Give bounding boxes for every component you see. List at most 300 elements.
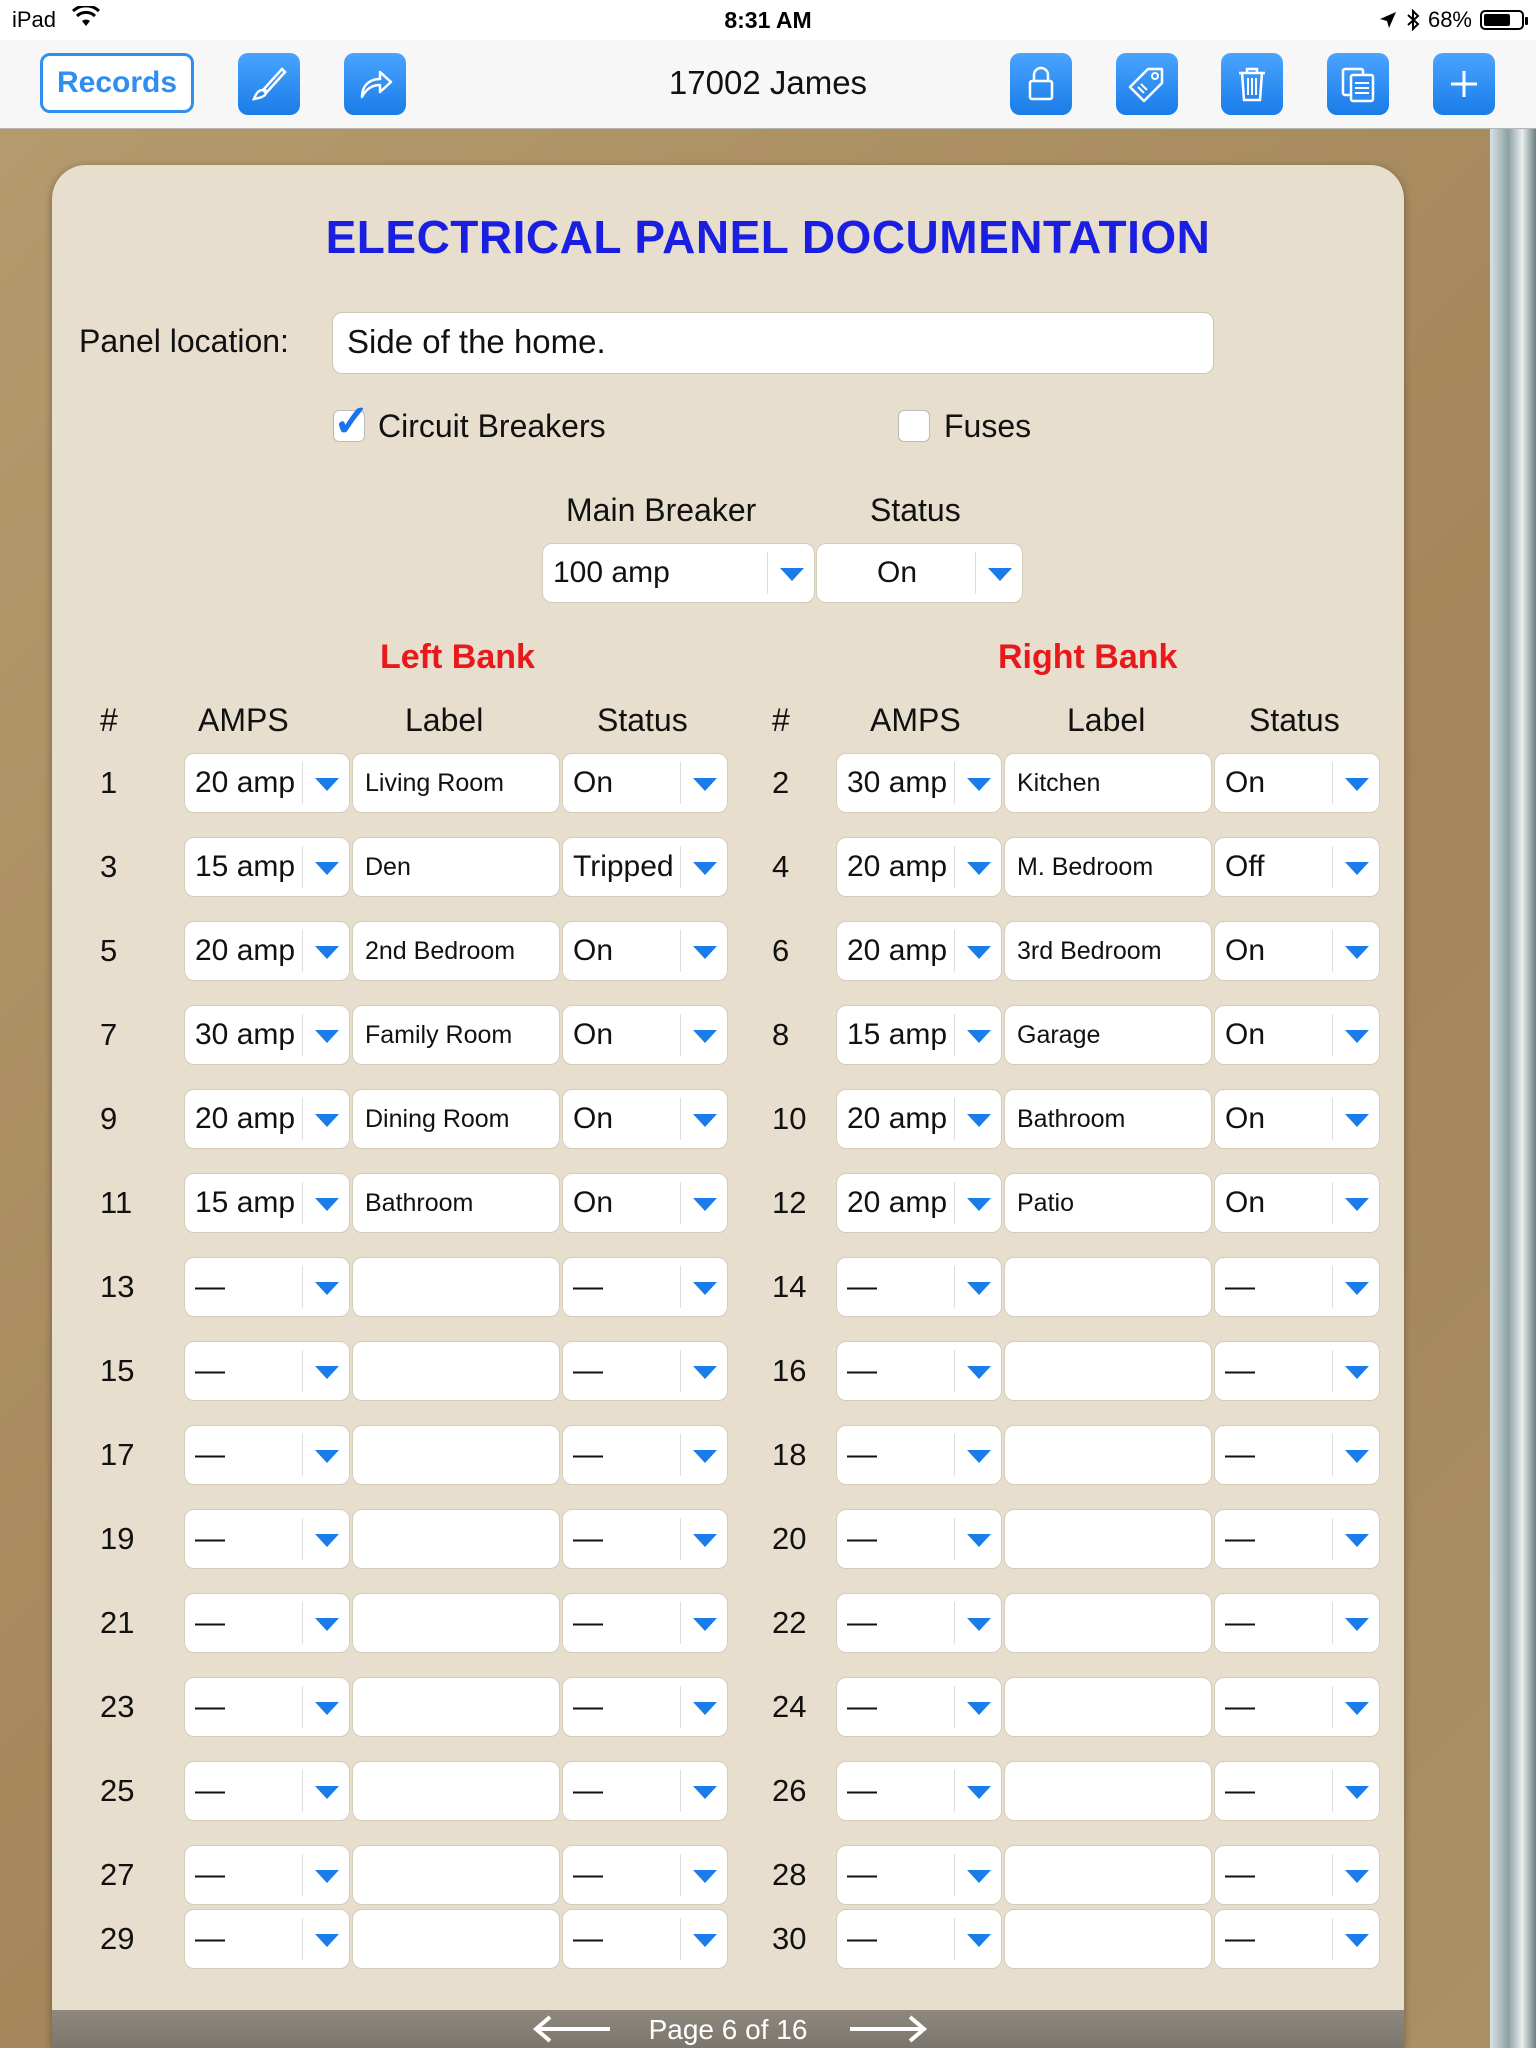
status-value: — bbox=[1225, 1774, 1255, 1807]
right-amps-select[interactable] bbox=[836, 1509, 1002, 1569]
right-amps-select[interactable] bbox=[836, 1909, 1002, 1969]
status-value: — bbox=[573, 1270, 603, 1303]
lock-icon bbox=[1020, 63, 1062, 105]
dropdown-arrow-icon bbox=[302, 1182, 349, 1224]
dropdown-arrow-icon bbox=[680, 1014, 727, 1056]
amps-value: — bbox=[195, 1354, 225, 1387]
label-value: Family Room bbox=[365, 1021, 513, 1049]
dropdown-arrow-icon bbox=[954, 1518, 1001, 1560]
dropdown-arrow-icon bbox=[302, 1518, 349, 1560]
dropdown-arrow-icon bbox=[680, 1350, 727, 1392]
dropdown-arrow-icon bbox=[954, 1602, 1001, 1644]
amps-value: 20 amp bbox=[847, 850, 948, 883]
circuit-breakers-label: Circuit Breakers bbox=[378, 408, 606, 444]
plus-icon bbox=[1443, 63, 1485, 105]
right-circuit-number: 12 bbox=[772, 1185, 807, 1220]
dropdown-arrow-icon bbox=[302, 1014, 349, 1056]
delete-button[interactable] bbox=[1221, 53, 1283, 115]
right-circuit-number: 14 bbox=[772, 1269, 807, 1304]
panel-location-label: Panel location: bbox=[79, 323, 289, 359]
dropdown-arrow-icon bbox=[1332, 1518, 1379, 1560]
left-label-input[interactable] bbox=[352, 1909, 560, 1969]
left-circuit-number: 25 bbox=[100, 1773, 135, 1808]
left-circuit-number: 3 bbox=[100, 849, 118, 884]
amps-value: 20 amp bbox=[847, 1102, 948, 1135]
dropdown-arrow-icon bbox=[954, 930, 1001, 972]
right-status-header: Status bbox=[1249, 702, 1340, 738]
dropdown-arrow-icon bbox=[302, 1686, 349, 1728]
left-status-select[interactable] bbox=[562, 1845, 728, 1905]
left-label-input[interactable] bbox=[352, 1425, 560, 1485]
dropdown-arrow-icon bbox=[302, 1098, 349, 1140]
dropdown-arrow-icon bbox=[680, 1266, 727, 1308]
dropdown-arrow-icon bbox=[302, 846, 349, 888]
left-label-input[interactable] bbox=[352, 1173, 560, 1233]
amps-value: — bbox=[195, 1438, 225, 1471]
left-amps-select[interactable] bbox=[184, 1425, 350, 1485]
dropdown-arrow-icon bbox=[302, 1918, 349, 1960]
right-status-select[interactable] bbox=[1214, 1425, 1380, 1485]
left-amps-select[interactable] bbox=[184, 1909, 350, 1969]
form-title: ELECTRICAL PANEL DOCUMENTATION bbox=[325, 211, 1211, 263]
dropdown-arrow-icon bbox=[680, 1602, 727, 1644]
dropdown-arrow-icon bbox=[680, 1182, 727, 1224]
dropdown-arrow-icon bbox=[680, 1098, 727, 1140]
label-value: 2nd Bedroom bbox=[365, 937, 516, 965]
right-amps-select[interactable] bbox=[836, 1761, 1002, 1821]
right-label-input[interactable] bbox=[1004, 921, 1212, 981]
left-label-input[interactable] bbox=[352, 1761, 560, 1821]
right-label-input[interactable] bbox=[1004, 1425, 1212, 1485]
status-value: — bbox=[1225, 1858, 1255, 1891]
right-bank-title: Right Bank bbox=[998, 638, 1178, 676]
status-value: — bbox=[1225, 1690, 1255, 1723]
left-num-header: # bbox=[100, 702, 118, 738]
amps-value: 20 amp bbox=[847, 934, 948, 967]
status-value: — bbox=[1225, 1606, 1255, 1639]
status-value: On bbox=[573, 1102, 614, 1135]
left-amps-select[interactable] bbox=[184, 1341, 350, 1401]
right-status-select[interactable] bbox=[1214, 1677, 1380, 1737]
right-amps-select[interactable] bbox=[836, 921, 1002, 981]
dropdown-arrow-icon bbox=[954, 1014, 1001, 1056]
dropdown-arrow-icon bbox=[954, 1770, 1001, 1812]
left-circuit-number: 27 bbox=[100, 1857, 135, 1892]
left-status-select[interactable] bbox=[562, 1909, 728, 1969]
dropdown-arrow-icon bbox=[767, 552, 814, 594]
amps-value: — bbox=[847, 1774, 877, 1807]
dropdown-arrow-icon bbox=[1332, 1602, 1379, 1644]
dropdown-arrow-icon bbox=[954, 1182, 1001, 1224]
label-value: Bathroom bbox=[365, 1189, 474, 1217]
right-status-select[interactable] bbox=[1214, 1909, 1380, 1969]
left-amps-select[interactable] bbox=[184, 1845, 350, 1905]
right-amps-select[interactable] bbox=[836, 1173, 1002, 1233]
dropdown-arrow-icon bbox=[954, 1098, 1001, 1140]
left-status-select[interactable] bbox=[562, 1509, 728, 1569]
right-amps-select[interactable] bbox=[836, 1257, 1002, 1317]
status-value: On bbox=[1225, 766, 1266, 799]
status-value: On bbox=[573, 1186, 614, 1219]
left-circuit-number: 11 bbox=[100, 1185, 133, 1220]
status-value: — bbox=[1225, 1922, 1255, 1955]
left-label-header: Label bbox=[405, 702, 484, 738]
dropdown-arrow-icon bbox=[954, 1266, 1001, 1308]
label-value: Living Room bbox=[365, 769, 504, 797]
left-label-input[interactable] bbox=[352, 921, 560, 981]
fuses-label: Fuses bbox=[944, 408, 1032, 444]
dropdown-arrow-icon bbox=[302, 1770, 349, 1812]
status-value: Off bbox=[1225, 850, 1265, 883]
status-value: — bbox=[573, 1774, 603, 1807]
dropdown-arrow-icon bbox=[1332, 1182, 1379, 1224]
left-label-input[interactable] bbox=[352, 1257, 560, 1317]
dropdown-arrow-icon bbox=[1332, 930, 1379, 972]
left-status-select[interactable] bbox=[562, 1089, 728, 1149]
right-circuit-number: 30 bbox=[772, 1921, 807, 1956]
right-label-input[interactable] bbox=[1004, 753, 1212, 813]
dropdown-arrow-icon bbox=[680, 762, 727, 804]
status-value: — bbox=[573, 1522, 603, 1555]
left-amps-select[interactable] bbox=[184, 1257, 350, 1317]
amps-value: — bbox=[195, 1922, 225, 1955]
left-circuit-number: 23 bbox=[100, 1689, 135, 1724]
right-status-select[interactable] bbox=[1214, 753, 1380, 813]
lock-button[interactable] bbox=[1010, 53, 1072, 115]
right-label-header: Label bbox=[1067, 702, 1146, 738]
dropdown-arrow-icon bbox=[680, 1770, 727, 1812]
right-status-select[interactable] bbox=[1214, 921, 1380, 981]
left-status-select[interactable] bbox=[562, 1677, 728, 1737]
left-status-select[interactable] bbox=[562, 1173, 728, 1233]
main-status-label: Status bbox=[870, 492, 961, 528]
page-footer bbox=[52, 2010, 1404, 2048]
right-label-input[interactable] bbox=[1004, 1761, 1212, 1821]
left-circuit-number: 9 bbox=[100, 1101, 118, 1136]
add-button[interactable] bbox=[1433, 53, 1495, 115]
left-amps-select[interactable] bbox=[184, 1761, 350, 1821]
right-amps-select[interactable] bbox=[836, 1425, 1002, 1485]
right-circuit-number: 20 bbox=[772, 1521, 807, 1556]
tag-button[interactable] bbox=[1116, 53, 1178, 115]
dropdown-arrow-icon bbox=[302, 1602, 349, 1644]
right-amps-select[interactable] bbox=[836, 837, 1002, 897]
status-value: — bbox=[573, 1606, 603, 1639]
amps-value: 30 amp bbox=[847, 766, 948, 799]
right-circuit-number: 2 bbox=[772, 765, 790, 800]
right-status-select[interactable] bbox=[1214, 837, 1380, 897]
label-value: M. Bedroom bbox=[1017, 853, 1154, 881]
right-status-select[interactable] bbox=[1214, 1341, 1380, 1401]
right-amps-select[interactable] bbox=[836, 1341, 1002, 1401]
right-status-select[interactable] bbox=[1214, 1173, 1380, 1233]
dropdown-arrow-icon bbox=[954, 846, 1001, 888]
left-amps-select[interactable] bbox=[184, 1593, 350, 1653]
dropdown-arrow-icon bbox=[1332, 1350, 1379, 1392]
right-label-input[interactable] bbox=[1004, 1909, 1212, 1969]
amps-value: — bbox=[847, 1522, 877, 1555]
right-circuit-number: 4 bbox=[772, 849, 790, 884]
background-photo-edge bbox=[1490, 129, 1536, 2048]
right-status-select[interactable] bbox=[1214, 1005, 1380, 1065]
dropdown-arrow-icon bbox=[1332, 762, 1379, 804]
left-circuit-number: 1 bbox=[100, 765, 118, 800]
main-status-select[interactable] bbox=[816, 543, 1023, 603]
status-bar bbox=[0, 0, 1536, 40]
dropdown-arrow-icon bbox=[975, 552, 1022, 594]
status-value: On bbox=[573, 766, 614, 799]
amps-value: 20 amp bbox=[847, 1186, 948, 1219]
status-value: On bbox=[1225, 1186, 1266, 1219]
amps-value: — bbox=[847, 1438, 877, 1471]
right-amps-select[interactable] bbox=[836, 1089, 1002, 1149]
amps-value: 20 amp bbox=[195, 1102, 296, 1135]
left-label-input[interactable] bbox=[352, 1509, 560, 1569]
dropdown-arrow-icon bbox=[680, 1854, 727, 1896]
dropdown-arrow-icon bbox=[302, 930, 349, 972]
next-page-arrow-icon[interactable] bbox=[848, 2012, 928, 2046]
right-amps-select[interactable] bbox=[836, 1005, 1002, 1065]
right-label-input[interactable] bbox=[1004, 1845, 1212, 1905]
dropdown-arrow-icon bbox=[302, 1434, 349, 1476]
status-value: On bbox=[573, 1018, 614, 1051]
copy-button[interactable] bbox=[1327, 53, 1389, 115]
records-button[interactable]: Records bbox=[40, 53, 194, 113]
right-circuit-number: 16 bbox=[772, 1353, 807, 1388]
dropdown-arrow-icon bbox=[954, 1854, 1001, 1896]
amps-value: 15 amp bbox=[195, 1186, 296, 1219]
left-bank-title: Left Bank bbox=[380, 638, 535, 676]
dropdown-arrow-icon bbox=[680, 1686, 727, 1728]
dropdown-arrow-icon bbox=[302, 762, 349, 804]
dropdown-arrow-icon bbox=[1332, 1098, 1379, 1140]
location-icon bbox=[1378, 10, 1398, 30]
amps-value: — bbox=[195, 1270, 225, 1303]
left-amps-select[interactable] bbox=[184, 1005, 350, 1065]
right-circuit-number: 26 bbox=[772, 1773, 807, 1808]
right-label-input[interactable] bbox=[1004, 1341, 1212, 1401]
left-status-select[interactable] bbox=[562, 1257, 728, 1317]
status-value: — bbox=[573, 1690, 603, 1723]
panel-location-input[interactable]: Side of the home. bbox=[332, 312, 1214, 374]
right-status-select[interactable] bbox=[1214, 1761, 1380, 1821]
label-value: 3rd Bedroom bbox=[1017, 937, 1162, 965]
dropdown-arrow-icon bbox=[680, 1518, 727, 1560]
record-title: 17002 James bbox=[668, 64, 868, 101]
right-status-select[interactable] bbox=[1214, 1593, 1380, 1653]
right-label-input[interactable] bbox=[1004, 1089, 1212, 1149]
left-status-select[interactable] bbox=[562, 921, 728, 981]
amps-value: — bbox=[195, 1774, 225, 1807]
left-label-input[interactable] bbox=[352, 1845, 560, 1905]
left-label-input[interactable] bbox=[352, 753, 560, 813]
clock: 8:31 AM bbox=[724, 7, 812, 33]
dropdown-arrow-icon bbox=[1332, 1014, 1379, 1056]
dropdown-arrow-icon bbox=[680, 1434, 727, 1476]
left-circuit-number: 13 bbox=[100, 1269, 135, 1304]
main-status-value: On bbox=[877, 556, 918, 589]
status-value: — bbox=[573, 1438, 603, 1471]
left-amps-select[interactable] bbox=[184, 1089, 350, 1149]
battery-icon bbox=[1480, 10, 1524, 30]
dropdown-arrow-icon bbox=[1332, 1918, 1379, 1960]
right-label-input[interactable] bbox=[1004, 1173, 1212, 1233]
status-value: On bbox=[1225, 934, 1266, 967]
right-amps-select[interactable] bbox=[836, 1593, 1002, 1653]
right-circuit-number: 6 bbox=[772, 933, 790, 968]
status-value: — bbox=[1225, 1522, 1255, 1555]
left-amps-select[interactable] bbox=[184, 837, 350, 897]
left-label-input[interactable] bbox=[352, 1677, 560, 1737]
status-value: — bbox=[573, 1354, 603, 1387]
right-label-input[interactable] bbox=[1004, 1677, 1212, 1737]
main-breaker-label: Main Breaker bbox=[566, 492, 757, 528]
right-amps-select[interactable] bbox=[836, 1845, 1002, 1905]
left-amps-select[interactable] bbox=[184, 753, 350, 813]
left-amps-header: AMPS bbox=[198, 702, 289, 738]
right-label-input[interactable] bbox=[1004, 1593, 1212, 1653]
amps-value: 15 amp bbox=[195, 850, 296, 883]
left-status-select[interactable] bbox=[562, 1593, 728, 1653]
amps-value: — bbox=[847, 1858, 877, 1891]
left-status-select[interactable] bbox=[562, 1005, 728, 1065]
right-amps-header: AMPS bbox=[870, 702, 961, 738]
left-status-select[interactable] bbox=[562, 1341, 728, 1401]
trash-icon bbox=[1231, 63, 1273, 105]
main-breaker-value: 100 amp bbox=[553, 556, 670, 589]
status-value: — bbox=[573, 1858, 603, 1891]
dropdown-arrow-icon bbox=[302, 1350, 349, 1392]
fuses-checkbox[interactable] bbox=[898, 410, 930, 442]
status-value: — bbox=[1225, 1438, 1255, 1471]
dropdown-arrow-icon bbox=[1332, 1266, 1379, 1308]
left-amps-select[interactable] bbox=[184, 1173, 350, 1233]
label-value: Den bbox=[365, 853, 411, 881]
left-label-input[interactable] bbox=[352, 1593, 560, 1653]
dropdown-arrow-icon bbox=[680, 1918, 727, 1960]
dropdown-arrow-icon bbox=[954, 1918, 1001, 1960]
right-circuit-number: 10 bbox=[772, 1101, 807, 1136]
copy-icon bbox=[1337, 63, 1379, 105]
status-value: On bbox=[573, 934, 614, 967]
amps-value: 30 amp bbox=[195, 1018, 296, 1051]
right-num-header: # bbox=[772, 702, 790, 738]
left-amps-select[interactable] bbox=[184, 1677, 350, 1737]
toolbar bbox=[0, 40, 1536, 129]
bluetooth-icon bbox=[1406, 9, 1420, 31]
right-circuit-number: 28 bbox=[772, 1857, 807, 1892]
checkmark-icon: ✓ bbox=[333, 397, 370, 446]
amps-value: — bbox=[195, 1858, 225, 1891]
status-value: — bbox=[573, 1922, 603, 1955]
amps-value: — bbox=[847, 1922, 877, 1955]
amps-value: — bbox=[195, 1606, 225, 1639]
status-value: Tripped bbox=[573, 850, 674, 883]
dropdown-arrow-icon bbox=[302, 1854, 349, 1896]
dropdown-arrow-icon bbox=[1332, 1434, 1379, 1476]
amps-value: — bbox=[847, 1354, 877, 1387]
left-circuit-number: 21 bbox=[100, 1605, 135, 1640]
left-status-select[interactable] bbox=[562, 1425, 728, 1485]
label-value: Dining Room bbox=[365, 1105, 510, 1133]
amps-value: 20 amp bbox=[195, 934, 296, 967]
left-circuit-number: 7 bbox=[100, 1017, 118, 1052]
dropdown-arrow-icon bbox=[1332, 1770, 1379, 1812]
right-label-input[interactable] bbox=[1004, 1257, 1212, 1317]
left-circuit-number: 15 bbox=[100, 1353, 135, 1388]
right-circuit-number: 24 bbox=[772, 1689, 807, 1724]
left-status-select[interactable] bbox=[562, 837, 728, 897]
right-label-input[interactable] bbox=[1004, 1509, 1212, 1569]
status-value: — bbox=[1225, 1270, 1255, 1303]
left-circuit-number: 19 bbox=[100, 1521, 135, 1556]
status-value: On bbox=[1225, 1018, 1266, 1051]
dropdown-arrow-icon bbox=[954, 762, 1001, 804]
right-label-input[interactable] bbox=[1004, 1005, 1212, 1065]
left-circuit-number: 29 bbox=[100, 1921, 135, 1956]
dropdown-arrow-icon bbox=[954, 1350, 1001, 1392]
left-label-input[interactable] bbox=[352, 1089, 560, 1149]
dropdown-arrow-icon bbox=[954, 1686, 1001, 1728]
left-label-input[interactable] bbox=[352, 1341, 560, 1401]
dropdown-arrow-icon bbox=[954, 1434, 1001, 1476]
dropdown-arrow-icon bbox=[1332, 1854, 1379, 1896]
amps-value: — bbox=[847, 1606, 877, 1639]
label-value: Kitchen bbox=[1017, 769, 1101, 797]
right-circuit-number: 8 bbox=[772, 1017, 790, 1052]
amps-value: 15 amp bbox=[847, 1018, 948, 1051]
right-amps-select[interactable] bbox=[836, 753, 1002, 813]
right-status-select[interactable] bbox=[1214, 1845, 1380, 1905]
page-indicator: Page 6 of 16 bbox=[648, 2014, 808, 2045]
right-circuit-number: 22 bbox=[772, 1605, 807, 1640]
left-amps-select[interactable] bbox=[184, 1509, 350, 1569]
amps-value: — bbox=[195, 1690, 225, 1723]
left-label-input[interactable] bbox=[352, 1005, 560, 1065]
label-value: Patio bbox=[1017, 1189, 1074, 1217]
left-status-select[interactable] bbox=[562, 1761, 728, 1821]
dropdown-arrow-icon bbox=[680, 930, 727, 972]
right-label-input[interactable] bbox=[1004, 837, 1212, 897]
status-value: — bbox=[1225, 1354, 1255, 1387]
right-circuit-number: 18 bbox=[772, 1437, 807, 1472]
amps-value: — bbox=[847, 1690, 877, 1723]
amps-value: — bbox=[847, 1270, 877, 1303]
amps-value: 20 amp bbox=[195, 766, 296, 799]
dropdown-arrow-icon bbox=[680, 846, 727, 888]
dropdown-arrow-icon bbox=[1332, 1686, 1379, 1728]
label-value: Bathroom bbox=[1017, 1105, 1126, 1133]
left-circuit-number: 17 bbox=[100, 1437, 135, 1472]
main-breaker-select[interactable] bbox=[542, 543, 815, 603]
status-value: On bbox=[1225, 1102, 1266, 1135]
right-status-select[interactable] bbox=[1214, 1509, 1380, 1569]
right-status-select[interactable] bbox=[1214, 1257, 1380, 1317]
left-label-input[interactable] bbox=[352, 837, 560, 897]
left-amps-select[interactable] bbox=[184, 921, 350, 981]
dropdown-arrow-icon bbox=[1332, 846, 1379, 888]
left-status-select[interactable] bbox=[562, 753, 728, 813]
right-status-select[interactable] bbox=[1214, 1089, 1380, 1149]
right-amps-select[interactable] bbox=[836, 1677, 1002, 1737]
dropdown-arrow-icon bbox=[302, 1266, 349, 1308]
tag-icon bbox=[1126, 63, 1168, 105]
label-value: Garage bbox=[1017, 1021, 1101, 1049]
device-name: iPad bbox=[12, 7, 57, 32]
battery-percent: 68% bbox=[1427, 7, 1472, 32]
left-circuit-number: 5 bbox=[100, 933, 118, 968]
left-status-header: Status bbox=[597, 702, 688, 738]
